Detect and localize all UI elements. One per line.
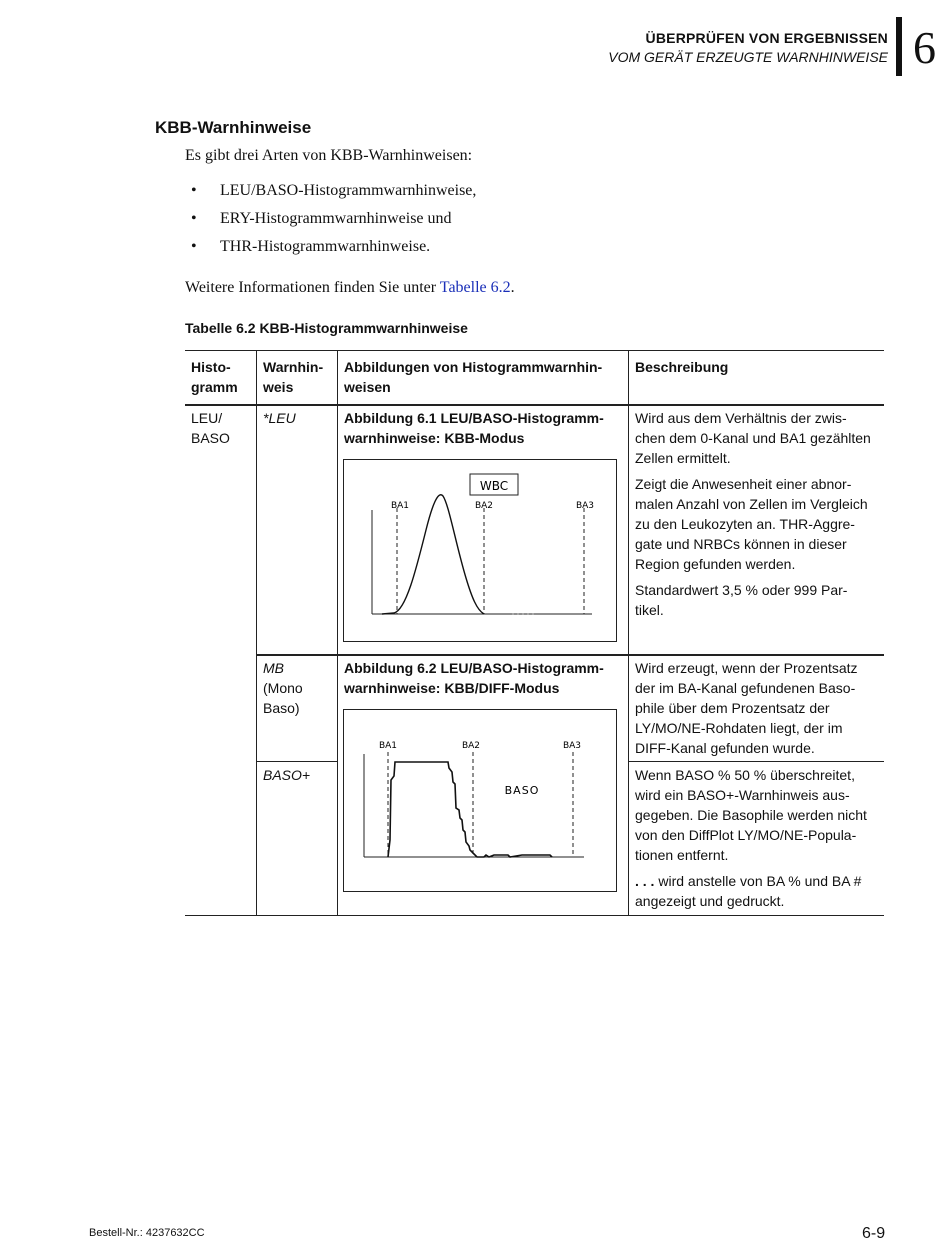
header-histogram <box>191 357 238 397</box>
figure-6-2-histogram <box>343 709 617 892</box>
text-line: gate und NRBCs können in dieser <box>635 536 847 552</box>
chapter-number: 6 <box>913 22 936 73</box>
column-divider <box>256 350 257 916</box>
table-reference-link[interactable]: Tabelle 6.2 <box>439 279 511 296</box>
wbc-label: WBC <box>479 479 509 493</box>
caption-line: warnhinweise: KBB/DIFF-Modus <box>344 680 560 696</box>
caption-line: Abbildung 6.1 LEU/BASO-Histogramm- <box>344 410 604 426</box>
flag-line: Baso) <box>263 700 300 716</box>
text-line: tionen entfernt. <box>635 847 729 863</box>
text-line: der im BA-Kanal gefundenen Baso- <box>635 680 856 696</box>
list-item <box>185 238 476 266</box>
bullet-icon: • <box>191 238 197 255</box>
table-caption: Tabelle 6.2 KBB-Histogrammwarnhinweise <box>185 320 468 336</box>
header-line: Warnhin- <box>263 359 324 375</box>
text-line: Zellen ermittelt. <box>635 450 731 466</box>
column-divider <box>337 350 338 916</box>
ba1-marker-label: BA1 <box>390 501 410 511</box>
reference-prefix: Weitere Informationen finden Sie unter <box>185 279 440 296</box>
header-line: weis <box>263 379 294 395</box>
row-divider <box>628 761 884 762</box>
list-item <box>185 182 476 210</box>
chapter-subtitle: VOM GERÄT ERZEUGTE WARNHINWEISE <box>608 49 888 65</box>
text-line: angezeigt und gedruckt. <box>635 893 785 909</box>
ellipsis-symbol: . . . <box>635 873 655 889</box>
figure-caption-6-1 <box>344 408 604 448</box>
ba2-marker-label: BA2 <box>461 741 481 751</box>
text-line: DIFF-Kanal gefunden wurde. <box>635 740 815 756</box>
header-line: Abbildungen von Histogrammwarnhin- <box>344 359 603 375</box>
header-divider <box>896 17 902 76</box>
header-line: gramm <box>191 379 238 395</box>
histogram-line: LEU/ <box>191 410 223 426</box>
section-intro: Es gibt drei Arten von KBB-Warnhinweisen: <box>185 147 473 164</box>
reference-suffix: . <box>510 279 515 296</box>
row-divider <box>256 654 884 656</box>
ba1-marker-label: BA1 <box>378 741 398 751</box>
description-leu <box>635 408 881 626</box>
description-baso-plus <box>635 765 881 917</box>
header-line: weisen <box>344 379 391 395</box>
text-line: zu den Leukozyten an. THR-Aggre- <box>635 516 855 532</box>
bullet-list <box>185 182 476 266</box>
text-line: gegeben. Die Basophile werden nicht <box>635 807 867 823</box>
bullet-icon: • <box>191 210 197 227</box>
order-number: Bestell-Nr.: 4237632CC <box>89 1227 205 1239</box>
caption-line: warnhinweise: KBB-Modus <box>344 430 525 446</box>
text-line: von den DiffPlot LY/MO/NE-Popula- <box>635 827 857 843</box>
description-mb <box>635 658 881 758</box>
ba2-marker-label: BA2 <box>474 501 494 511</box>
header-figures <box>344 357 602 397</box>
ba3-marker-label: BA3 <box>575 501 595 511</box>
baso-label: BASO <box>504 784 540 797</box>
description-paragraph <box>635 474 881 574</box>
flag-line: MB <box>263 660 284 676</box>
figure-caption-6-2 <box>344 658 604 698</box>
text-line: LY/MO/NE-Rohdaten liegt, der im <box>635 720 843 736</box>
section-title: KBB-Warnhinweise <box>155 118 312 137</box>
flag-baso-plus: BASO+ <box>263 767 311 783</box>
description-paragraph <box>635 765 881 865</box>
running-header <box>608 30 888 65</box>
header-line: Histo- <box>191 359 231 375</box>
description-paragraph <box>635 580 881 620</box>
header-description: Beschreibung <box>635 359 729 375</box>
header-flag <box>263 357 323 397</box>
flag-line: (Mono <box>263 680 303 696</box>
text-line: Wird aus dem Verhältnis der zwis- <box>635 410 847 426</box>
text-line: Standardwert 3,5 % oder 999 Par- <box>635 582 848 598</box>
figure-6-1-histogram <box>343 459 617 642</box>
ba3-marker-label: BA3 <box>562 741 582 751</box>
reference-sentence <box>185 279 515 297</box>
list-item <box>185 210 476 238</box>
histogram-cell <box>191 408 230 448</box>
chapter-title: ÜBERPRÜFEN VON ERGEBNISSEN <box>645 30 888 46</box>
text-line: Region gefunden werden. <box>635 556 796 572</box>
list-item-text: LEU/BASO-Histogrammwarnhinweise, <box>220 182 477 199</box>
text-line: Wenn BASO % 50 % überschreitet, <box>635 767 855 783</box>
flag-mb <box>263 658 303 718</box>
table-header-rule <box>185 404 884 406</box>
histogram-flags-table <box>185 350 884 916</box>
text-line: phile über dem Prozentsatz der <box>635 700 830 716</box>
table-top-rule <box>185 350 884 351</box>
histogram-line: BASO <box>191 430 230 446</box>
list-item-text: THR-Histogrammwarnhinweise. <box>220 238 431 255</box>
text-line: wird ein BASO+-Warnhinweis aus- <box>635 787 850 803</box>
list-item-text: ERY-Histogrammwarnhinweise und <box>220 210 452 227</box>
description-paragraph <box>635 408 881 468</box>
description-paragraph <box>635 871 881 911</box>
bullet-icon: • <box>191 182 197 199</box>
flag-leu: *LEU <box>263 410 296 426</box>
page-number: 6-9 <box>862 1225 886 1242</box>
text-line: wird anstelle von BA % und BA # <box>654 873 862 889</box>
text-line: chen dem 0-Kanal und BA1 gezählten <box>635 430 871 446</box>
column-divider <box>628 350 629 916</box>
caption-line: Abbildung 6.2 LEU/BASO-Histogramm- <box>344 660 604 676</box>
text-line: malen Anzahl von Zellen im Vergleich <box>635 496 868 512</box>
text-line: Wird erzeugt, wenn der Prozentsatz <box>635 660 858 676</box>
text-line: tikel. <box>635 602 664 618</box>
text-line: Zeigt die Anwesenheit einer abnor- <box>635 476 852 492</box>
row-divider <box>256 761 337 762</box>
